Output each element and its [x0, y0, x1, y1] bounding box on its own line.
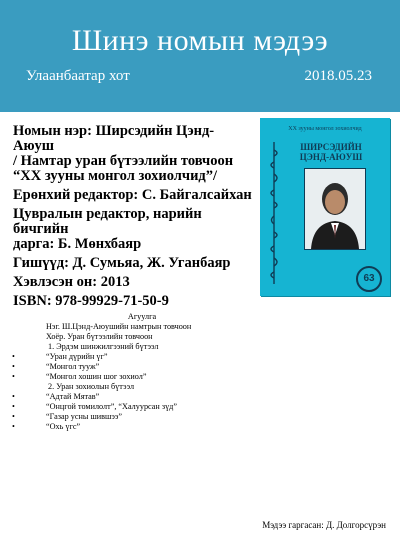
prepared-by: Мэдээ гаргасан: Д. Долгорсүрэн: [262, 520, 386, 530]
bullet: •: [12, 362, 15, 371]
contents-text: “Монгол хошин шог зохиол”: [46, 372, 147, 381]
city-label: Улаанбаатар хот: [26, 68, 130, 84]
contents-line: [12, 402, 272, 412]
book-title-line: / Намтар уран бүтээлийн товчоон: [13, 153, 234, 169]
portrait-icon: [305, 169, 365, 249]
series-number-badge: 63: [356, 266, 382, 292]
bullet: •: [12, 372, 15, 381]
book-info: [13, 124, 255, 313]
bullet: •: [12, 412, 15, 421]
contents-line: [12, 372, 272, 382]
bullet: •: [12, 422, 15, 431]
contents-line: [12, 422, 272, 432]
contents-line: [12, 362, 272, 372]
contents-text: 2. Уран зохиолын бүтээл: [46, 382, 135, 391]
series-editor-line: дарга: Б. Мөнхбаяр: [13, 236, 142, 252]
page-title: Шинэ номын мэдээ: [71, 24, 329, 57]
mongolian-script-decoration: [266, 138, 282, 288]
members: Гишүүд: Д. Сумьяа, Ж. Уганбаяр: [13, 255, 231, 271]
bullet: •: [12, 392, 15, 401]
contents-text: Нэг. Ш.Цэнд-Аюушийн намтрын товчоон: [46, 322, 192, 331]
cover-series-title: XX зууны монгол зохиолчид: [288, 126, 362, 132]
cover-name-line: ЦЭНД-АЮУШ: [299, 152, 363, 162]
contents-text: “Монгол тууж”: [46, 362, 100, 371]
contents-text: 1. Эрдэм шинжилгээний бүтээл: [46, 342, 159, 351]
date-label: 2018.05.23: [304, 68, 372, 84]
contents-line: [12, 382, 272, 392]
contents-text: Хоёр. Уран бүтээлийн товчоон: [46, 332, 153, 341]
series-editor: [13, 207, 255, 252]
cover-author-name: [286, 142, 376, 162]
chief-editor: Ерөнхий редактор: С. Байгалсайхан: [13, 187, 252, 203]
contents-text: “Адтай Мятав”: [46, 392, 100, 401]
book-title-block: [13, 124, 255, 184]
table-of-contents: [12, 312, 272, 432]
series-editor-line: Цувралын редактор, нарийн бичгийн: [13, 206, 202, 237]
isbn: ISBN: 978-99929-71-50-9: [13, 293, 169, 309]
contents-text: “Газар усны шившээ”: [46, 412, 122, 421]
contents-line: [12, 332, 272, 342]
author-portrait: [304, 168, 366, 250]
header-banner: [0, 0, 400, 112]
contents-title: Агуулга: [127, 312, 157, 321]
contents-line: [12, 392, 272, 402]
bullet: •: [12, 402, 15, 411]
contents-line: [12, 342, 272, 352]
book-title-line: Номын нэр: Ширсэдийн Цэнд-Аюуш: [13, 123, 215, 154]
publish-year: Хэвлэсэн он: 2013: [13, 274, 130, 290]
contents-line: [12, 322, 272, 332]
contents-line: [12, 412, 272, 422]
book-title-line: “XX зууны монгол зохиолчид”/: [13, 168, 218, 184]
book-cover-image: [260, 118, 390, 296]
contents-text: “Охь үгс”: [46, 422, 81, 431]
cover-name-line: ШИРСЭДИЙН: [300, 142, 362, 152]
contents-line: [12, 352, 272, 362]
bullet: •: [12, 352, 15, 361]
contents-text: “Онцгой томилолт”, “Халуурсан зүд”: [46, 402, 177, 411]
contents-text: “Уран дүрийн үг”: [46, 352, 108, 361]
